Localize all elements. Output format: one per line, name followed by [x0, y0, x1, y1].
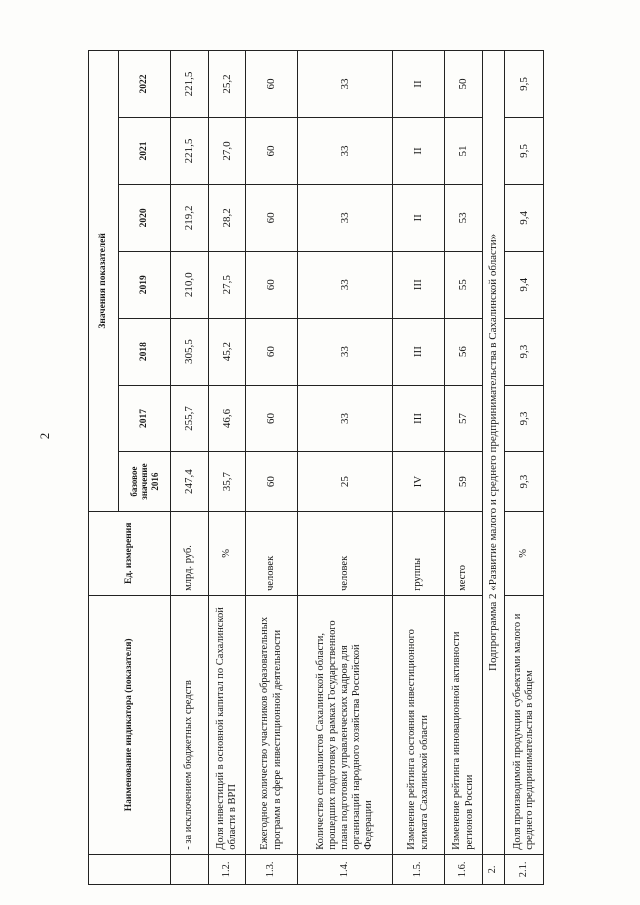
row-value: 60 — [246, 251, 298, 318]
row-unit: место — [445, 511, 483, 595]
row-value: 33 — [298, 51, 393, 118]
row-value: 57 — [445, 385, 483, 452]
subprogram-num: 2. — [483, 854, 505, 884]
row-name: Количество специалистов Сахалинской области, прошедших подготовку в рамках Государственного плана подготовки управленческих кадров для организаций народного хозяйства Российской Федерации — [298, 595, 393, 854]
row-value: 59 — [445, 452, 483, 511]
row-name: - за исключением бюджетных средств — [171, 595, 209, 854]
row-value: 9,4 — [505, 184, 544, 251]
row-value: 33 — [298, 184, 393, 251]
row-name: Доля производимой продукции субъектами малого и среднего предпринимательства в общем — [505, 595, 544, 854]
table-row — [209, 51, 246, 885]
header-num-cell — [89, 854, 171, 884]
table-row — [393, 51, 445, 885]
row-value: 35,7 — [209, 452, 246, 511]
indicators-table — [88, 50, 544, 885]
row-value: II — [393, 51, 445, 118]
row-num: 1.4. — [298, 854, 393, 884]
row-value: 210,0 — [171, 251, 209, 318]
row-name: Ежегодное количество участников образовательных программ в сфере инвестиционной деятельности — [246, 595, 298, 854]
row-value: 9,5 — [505, 118, 544, 185]
row-name: Доля инвестиций в основной капитал по Сахалинской области в ВРП — [209, 595, 246, 854]
page-number: 2 — [37, 432, 52, 440]
row-value: III — [393, 318, 445, 385]
row-value: IV — [393, 452, 445, 511]
row-value: 255,7 — [171, 385, 209, 452]
row-num — [171, 854, 209, 884]
row-unit: человек — [246, 511, 298, 595]
header-year: 2017 — [119, 385, 171, 452]
row-value: 27,0 — [209, 118, 246, 185]
table-row — [298, 51, 393, 885]
row-value: 60 — [246, 184, 298, 251]
row-value: II — [393, 184, 445, 251]
row-value: II — [393, 118, 445, 185]
row-name: Изменение рейтинга инновационной активности регионов России — [445, 595, 483, 854]
header-year: 2022 — [119, 51, 171, 118]
row-value: 60 — [246, 385, 298, 452]
row-value: 9,3 — [505, 318, 544, 385]
table-row — [505, 51, 544, 885]
row-num: 2.1. — [505, 854, 544, 884]
row-value: 60 — [246, 51, 298, 118]
row-value: 33 — [298, 118, 393, 185]
table-row — [171, 51, 209, 885]
row-value: 53 — [445, 184, 483, 251]
row-name: Изменение рейтинга состояния инвестиционного климата Сахалинской области — [393, 595, 445, 854]
row-value: 247,4 — [171, 452, 209, 511]
row-unit: человек — [298, 511, 393, 595]
row-value: 46,6 — [209, 385, 246, 452]
row-num: 1.6. — [445, 854, 483, 884]
row-value: 25,2 — [209, 51, 246, 118]
row-value: 60 — [246, 318, 298, 385]
row-value: 33 — [298, 251, 393, 318]
rotated-table-container — [88, 50, 543, 885]
row-value: 45,2 — [209, 318, 246, 385]
header-year: 2020 — [119, 184, 171, 251]
row-value: 221,5 — [171, 118, 209, 185]
header-name: Наименование индикатора (показателя) — [89, 595, 171, 854]
row-value: 28,2 — [209, 184, 246, 251]
row-num: 1.2. — [209, 854, 246, 884]
row-value: 33 — [298, 318, 393, 385]
row-value: 219,2 — [171, 184, 209, 251]
header-values: Значения показателей — [89, 51, 119, 512]
row-num: 1.5. — [393, 854, 445, 884]
header-unit: Ед. измерения — [89, 511, 171, 595]
header-year: 2021 — [119, 118, 171, 185]
subprogram-row — [483, 51, 505, 885]
row-value: 27,5 — [209, 251, 246, 318]
row-unit: группы — [393, 511, 445, 595]
row-value: 55 — [445, 251, 483, 318]
row-value: 9,3 — [505, 452, 544, 511]
row-unit: млрд. руб. — [171, 511, 209, 595]
row-unit: % — [505, 511, 544, 595]
header-year: 2018 — [119, 318, 171, 385]
row-value: 221,5 — [171, 51, 209, 118]
row-value: 9,5 — [505, 51, 544, 118]
row-value: 9,4 — [505, 251, 544, 318]
row-value: III — [393, 251, 445, 318]
row-value: 60 — [246, 118, 298, 185]
table-row — [246, 51, 298, 885]
row-value: 56 — [445, 318, 483, 385]
row-value: III — [393, 385, 445, 452]
row-value: 25 — [298, 452, 393, 511]
row-num: 1.3. — [246, 854, 298, 884]
header-base: базовое значение 2016 — [119, 452, 171, 511]
table-row — [445, 51, 483, 885]
row-value: 33 — [298, 385, 393, 452]
row-unit: % — [209, 511, 246, 595]
row-value: 305,5 — [171, 318, 209, 385]
header-year: 2019 — [119, 251, 171, 318]
row-value: 51 — [445, 118, 483, 185]
row-value: 60 — [246, 452, 298, 511]
subprogram-title: Подпрограмма 2 «Развитие малого и среднего предпринимательства в Сахалинской области» — [483, 51, 505, 855]
row-value: 9,3 — [505, 385, 544, 452]
row-value: 50 — [445, 51, 483, 118]
